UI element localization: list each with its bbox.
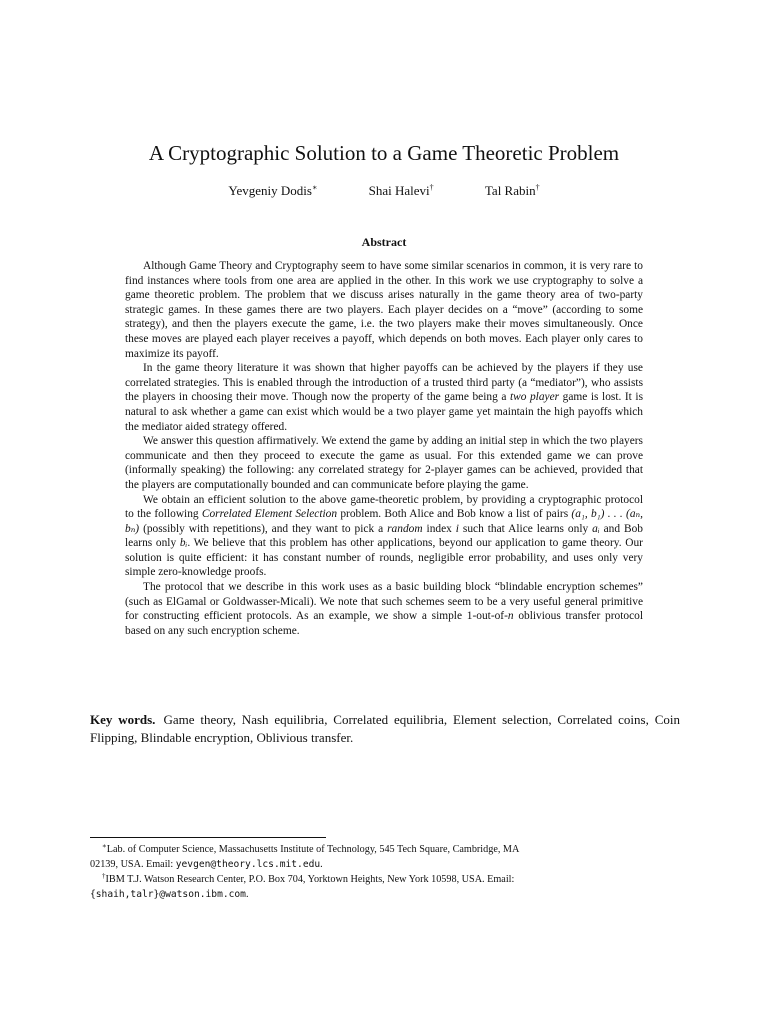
text-run: game is lost. It is natural to ask whether a game can exist which would be a two player game yet maintain the high payoffs which the mediator aided strategy offered.: [125, 391, 644, 433]
math-expression: (a₁, b₁) . . . (aₙ, bₙ): [125, 508, 643, 535]
author-rabin: [485, 183, 540, 199]
emphasis-text: Correlated Element Selection: [201, 508, 338, 521]
author-footnote-mark: †: [429, 183, 434, 192]
text-run: The protocol that we describe in this work uses as a basic building block “blindable encryption schemes” (such as ElGamal or Goldwasser-Micali). We note that such schemes seem to be a very useful general primitive for constructing efficient protocols. As an example, we show a simple 1-out-of-: [125, 581, 643, 623]
footnote-email: {shaih,talr}@watson.ibm.com: [90, 889, 246, 900]
emphasis-text: two player: [509, 391, 560, 404]
footnote-mark: †: [102, 872, 106, 880]
abstract-paragraph-5: [125, 580, 643, 638]
abstract-paragraph-1: Although Game Theory and Cryptography seem to have some similar scenarios in common, it is very rare to find instances where tools from one area are applied in the other. In this work we use cryptography to solve a game theoretic problem. The problem that we discuss arises naturally in the game theory area of two-party strategic games. In these games there are two players. Each player decides on a “move” (according to some strategy), and then the players execute the game, i.e. the two players make their moves simultaneously. Once these moves are played each player receives a payoff, which depends on both moves. Each player only cares to maximize its payoff.: [125, 260, 643, 360]
paper-title: A Cryptographic Solution to a Game Theoretic Problem: [148, 141, 620, 165]
abstract-body: [125, 259, 643, 638]
footnote-mark: ∗: [102, 842, 107, 850]
footnote-divider: [90, 837, 326, 838]
footnote-text: IBM T.J. Watson Research Center, P.O. Box 704, Yorktown Heights, New York 10598, USA. Email:: [105, 874, 515, 885]
author-name: Shai Halevi: [368, 183, 430, 198]
abstract-heading: Abstract: [361, 235, 407, 249]
author-dodis: [228, 183, 317, 199]
author-name: Tal Rabin: [484, 183, 536, 198]
math-expression: n: [507, 610, 514, 623]
author-halevi: [369, 183, 434, 199]
text-run: such that Alice learns only: [458, 522, 593, 535]
author-list: [0, 183, 768, 199]
math-expression: i: [455, 522, 459, 535]
text-run: (possibly with repetitions), and they want to pick a: [139, 522, 388, 535]
text-run: oblivious transfer protocol based on any such encryption scheme.: [125, 610, 643, 637]
footnote-ibm: [90, 872, 545, 902]
footnote-end: .: [245, 889, 249, 900]
text-run: and Bob learns only: [125, 522, 643, 550]
footnotes: [90, 842, 545, 902]
footnote-text: Lab. of Computer Science, Massachusetts Institute of Technology, 545 Tech Square, Cambridge, MA 02139, USA. Email:: [90, 844, 519, 870]
footnote-end: .: [320, 859, 323, 870]
author-name: Yevgeniy Dodis: [228, 183, 312, 198]
abstract-paragraph-4: [125, 493, 643, 581]
text-run: problem. Both Alice and Bob know a list of pairs: [337, 508, 572, 521]
footnote-email: yevgen@theory.lcs.mit.edu: [175, 859, 321, 870]
emphasis-text: random: [387, 522, 423, 535]
keywords-label: Key words.: [90, 712, 156, 727]
text-run: In the game theory literature it was shown that higher payoffs can be achieved by the players if they use correlated strategies. This is enabled through the introduction of a trusted third party (a “mediator”), who assists the players in choosing their move. Though now the property of the game being a: [125, 362, 643, 404]
author-footnote-mark: ∗: [311, 183, 318, 192]
keywords-text: Game theory, Nash equilibria, Correlated equilibria, Element selection, Correlated coins, Coin Flipping, Blindable encryption, Oblivious transfer.: [90, 712, 680, 745]
math-expression: bᵢ: [179, 537, 188, 550]
math-expression: aᵢ: [592, 522, 600, 535]
keywords-section: [90, 711, 680, 747]
author-footnote-mark: †: [535, 183, 540, 192]
text-run: . We believe that this problem has other applications, beyond our application to game theory. Our solution is quite efficient: it has constant number of rounds, negligible error probability, and uses only very simple zero-knowledge proofs.: [125, 537, 643, 579]
text-run: We obtain an efficient solution to the above game-theoretic problem, by providing a cryptographic protocol to the following: [125, 493, 643, 521]
footnote-mit: [90, 842, 545, 872]
abstract-paragraph-3: We answer this question affirmatively. We extend the game by adding an initial step in which the two players communicate and then they proceed to execute the game as usual. For this extended game we can prove (informally speaking) the following: any correlated strategy for 2-player games can be achieved, provided that the players are computationally bounded and can communicate before playing the game.: [125, 435, 643, 491]
abstract-paragraph-2: [125, 361, 643, 434]
text-run: index: [422, 522, 456, 535]
